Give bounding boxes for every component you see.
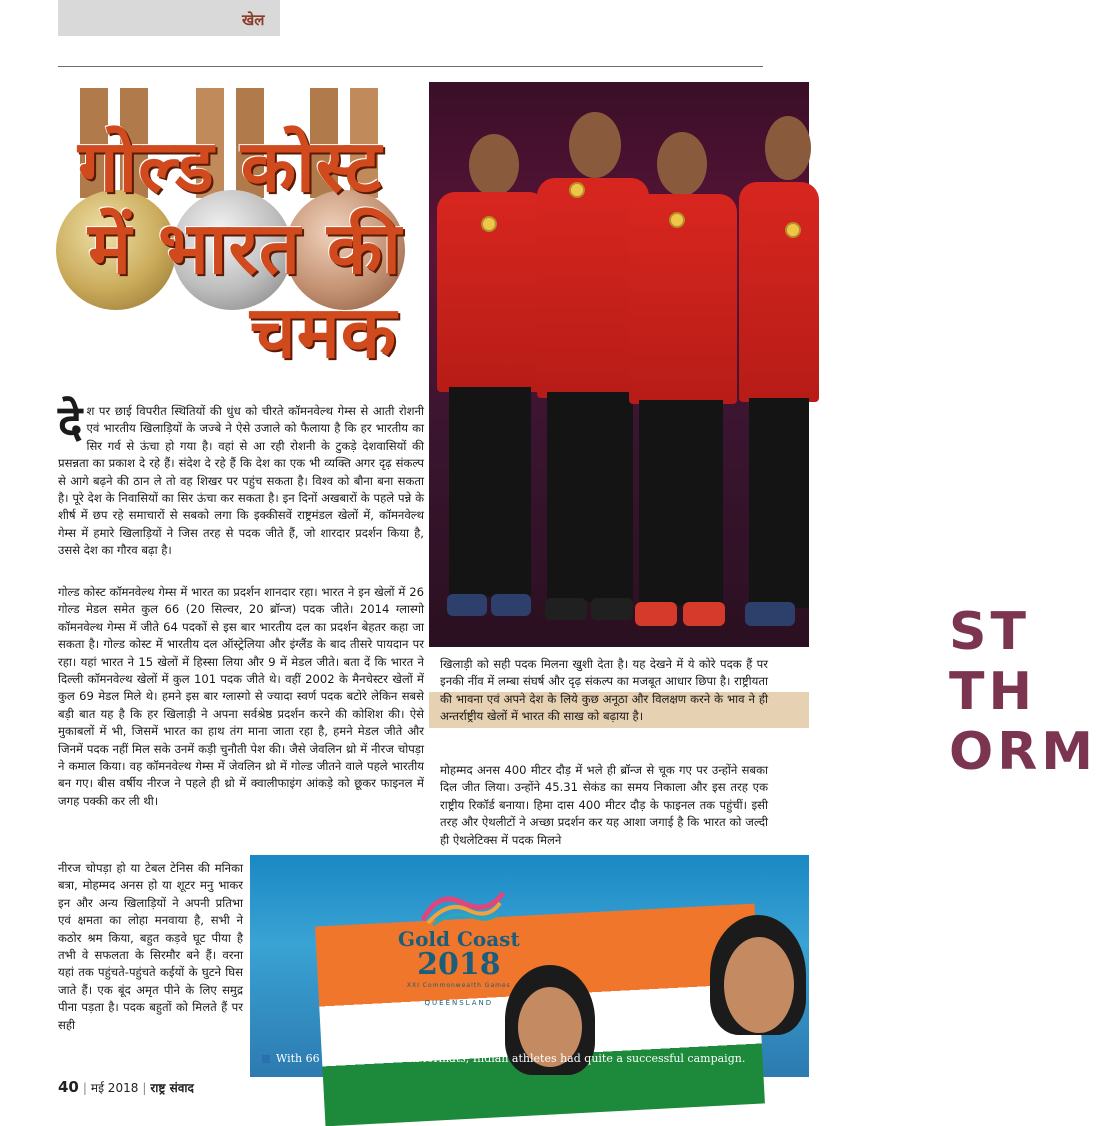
section-label: खेल <box>242 11 265 29</box>
logo-place: QUEENSLAND <box>424 999 494 1007</box>
athletes-flag-photo <box>250 855 809 1077</box>
footer-separator: | <box>82 1081 87 1095</box>
photo-caption <box>262 1052 745 1065</box>
logo-year: 2018 <box>417 947 501 982</box>
magazine-name: राष्ट्र संवाद <box>150 1081 194 1095</box>
podium-board-text: ST TH ORM <box>949 602 1097 782</box>
article-paragraph: श पर छाई विपरीत स्थितियों की धुंध को चीरते कॉमनवेल्थ गेम्स से आती रोशनी एवं भारतीय खिलाड़ियों के जज्बे ने ऐसे उजाले को फैलाया है कि हर भारतीय का सिर गर्व से ऊंचा हो गया है। वहां से आ रही रोशनी के टुकड़े देशवासियों की प्रसन्नता का प्रकाश दे रहे हैं। संदेश दे रहे हैं कि देश का एक भी व्यक्ति अगर दृढ़ संकल्प से आगे बढ़ने की ठान ले तो वह शिखर पर पहुंच सकता है। विश्व को बौना बना सकता है। पूरे देश के निवासियों का सिर ऊंचा कर सकता है। इन दिनों अखबारों के पहले पन्ने के शीर्ष में छप रहे समाचारों से सबको लगा कि इक्कीसवें राष्ट्रमंडल खेलों में, कॉमनवेल्थ गेम्स में हमारे खिलाड़ियों ने जिस तरह से पदक जीते हैं, जो शारदार प्रदर्शन किया है, उससे देश का गौरव बढ़ा है। <box>58 404 424 558</box>
article-intro <box>58 395 424 560</box>
logo-subtitle: XXI Commonwealth Games <box>406 982 511 989</box>
headline-line-3: चमक <box>250 290 398 374</box>
logo-title: Gold Coast <box>398 927 520 951</box>
page-number: 40 <box>58 1078 79 1096</box>
article-paragraph: नीरज चोपड़ा हो या टेबल टेनिस की मनिका बत्रा, मोहम्मद अनस हो या शूटर मनु भाकर इन और अन्य खिलाड़ियों ने अपनी प्रतिभा एवं क्षमता का लोहा मनवाया है, सभी ने कठोर श्रम किया, बहुत कड़वे घूट पीया है तभी वे सफलता के सिरमौर बने हैं। वरना यहां तक पहुंचते-पहुंचते कईयों के घुटने घिस जाते हैं। एक बूंद अमृत पीने के लिए समुद्र पीना पड़ता है। पदक बहुतों को मिलते हैं पर सही <box>58 861 243 1032</box>
drop-cap: दे <box>58 395 83 449</box>
caption-bullet <box>262 1055 270 1063</box>
athlete-face <box>724 937 794 1033</box>
headline-line-1: गोल्ड कोस्ट <box>78 124 383 208</box>
article-paragraph: गोल्ड कोस्ट कॉमनवेल्थ गेम्स में भारत का प्रदर्शन शानदार रहा। भारत ने इन खेलों में 26 गोल्ड मेडल समेत कुल 66 (20 सिल्वर, 20 ब्रॉन्ज) पदक जीते। 2014 ग्लास्गो कॉमनवेल्थ गेम्स में जीते 64 पदकों से इस बार भारतीय दल का प्रदर्शन बेहतर कहा जा सकता है। गोल्ड कोस्ट में भारतीय दल ऑस्ट्रेलिया और इंग्लैंड के बाद तीसरे पायदान पर रहा। यहां भारत ने 15 खेलों में हिस्सा लिया और 9 में मेडल जीते। बता दें कि भारत ने दिल्ली कॉमनवेल्थ खेलों में कुल 101 पदक जीते थे। वहीं 2002 के मैनचेस्टर खेलों में कुल 69 मेडल मिले थे। हमने इस बार ग्लास्गो से ज्यादा स्वर्ण पदक बटोरे लेकिन सबसे बड़ी बात यह है कि हर खिलाड़ी ने अपना सर्वश्रेष्ठ प्रदर्शन करने की कोशिश की। ऐसे मुकाबलों में भी, जिसमें भारत का हाथ तंग माना जाता रहा है, हमने मेडल जीते और जिनमें पदक नहीं मिल सके उनमें कड़ी चुनौती पेश की। जैसे जेवलिन थ्रो में नीरज चोपड़ा ने कमाल किया। वह कॉमनवेल्थ गेम्स में जेवलिन थ्रो में गोल्ड जीतने वाले पहले भारतीय बन गए। बीस वर्षीय नीरज ने पहले ही थ्रो में क्वालीफाइंग आंकड़े को छूकर फाइनल में जगह पक्की कर ली थी। <box>58 585 424 808</box>
article-paragraph: खिलाड़ी को सही पदक मिलना खुशी देता है। यह देखने में ये कोरे पदक हैं पर इनकी नींव में लम्बा संघर्ष और दृढ़ संकल्प का मजबूत आधार छिपा है। राष्ट्रीयता की भावना एवं अपने देश के लिये कुछ अनूठा और विलक्षण करने के भाव ने ही अन्तर्राष्ट्रीय खेलों में भारत की साख को बढ़ाया है। <box>440 657 768 724</box>
footer-separator: | <box>142 1081 147 1095</box>
top-divider <box>58 66 763 67</box>
headline-line-2: में भारत की <box>88 206 402 290</box>
page-footer <box>58 1078 194 1096</box>
gold-coast-logo-icon <box>418 885 508 925</box>
gold-coast-logo <box>398 927 520 1007</box>
article-paragraph: मोहम्मद अनस 400 मीटर दौड़ में भले ही ब्रॉन्ज से चूक गए पर उन्होंने सबका दिल जीत लिया। उन्होंने 45.31 सेकंड का समय निकाला और इस तरह एक राष्ट्रीय रिकॉर्ड बनाया। हिमा दास 400 मीटर दौड़ के फाइनल तक पहुंचीं। इसी तरह और ऐथलीटों ने अच्छा प्रदर्शन कर यह आशा जगाई है कि भारत को जल्दी ही ऐथलेटिक्स में पदक मिलने <box>440 763 768 847</box>
issue-month: मई 2018 <box>90 1081 139 1095</box>
caption-text: With 66 medals across all formats, Indian athletes had quite a successful campaign. <box>276 1052 746 1065</box>
